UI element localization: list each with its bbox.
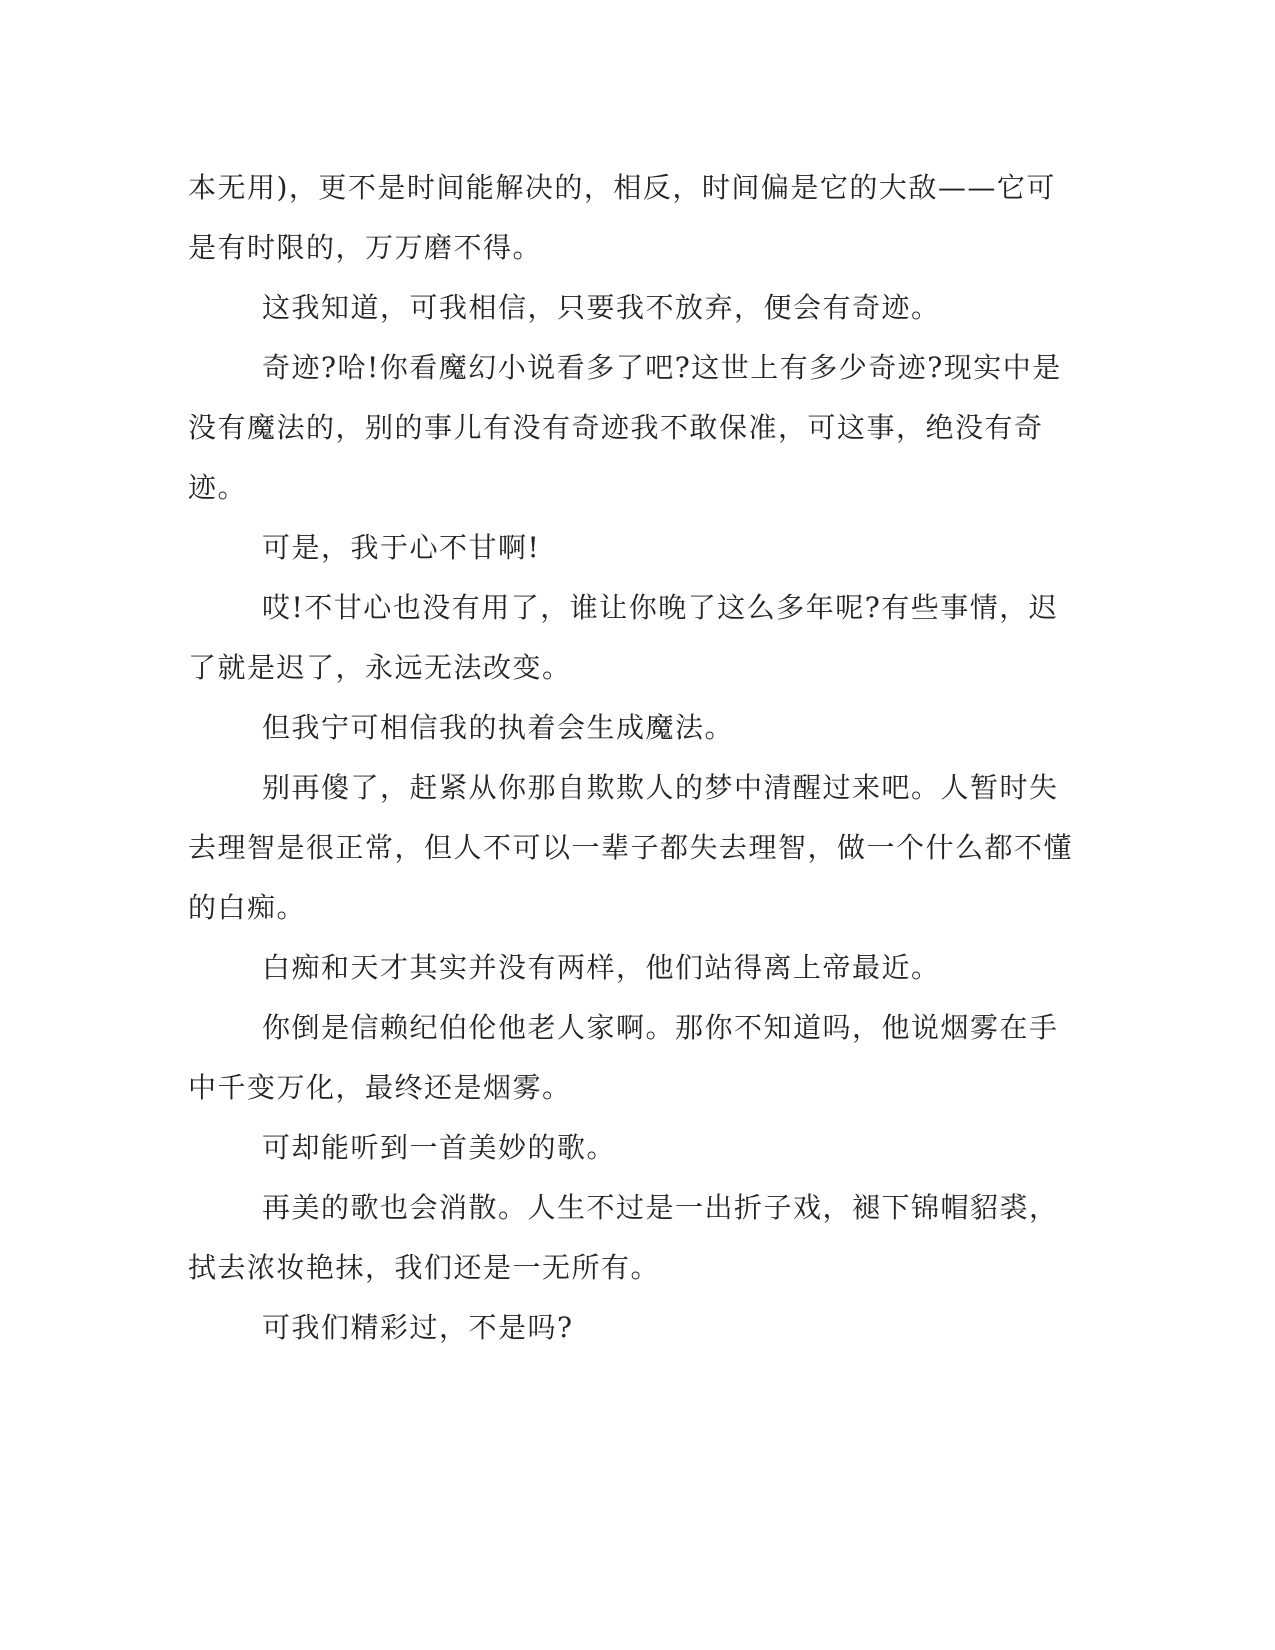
paragraph-12: 可我们精彩过，不是吗? — [262, 1311, 574, 1344]
paragraph-3: 奇迹?哈!你看魔幻小说看多了吧?这世上有多少奇迹?现实中是没有魔法的，别的事儿有没有奇迹我不敢保准，可这事，绝没有奇迹。 — [188, 351, 1062, 504]
paragraph-4: 可是，我于心不甘啊! — [262, 531, 541, 564]
paragraph-9: 你倒是信赖纪伯伦他老人家啊。那你不知道吗，他说烟雾在手中千变万化，最终还是烟雾。 — [188, 1011, 1059, 1104]
paragraph-7: 别再傻了，赶紧从你那自欺欺人的梦中清醒过来吧。人暂时失去理智是很正常，但人不可以一辈子都失去理智，做一个什么都不懂的白痴。 — [188, 771, 1074, 924]
paragraph-1: 本无用)，更不是时间能解决的，相反，时间偏是它的大敌——它可是有时限的，万万磨不得。 — [188, 171, 1056, 264]
paragraph-2: 这我知道，可我相信，只要我不放弃，便会有奇迹。 — [262, 291, 941, 324]
paragraph-6: 但我宁可相信我的执着会生成魔法。 — [262, 711, 735, 744]
paragraph-11: 再美的歌也会消散。人生不过是一出折子戏，褪下锦帽貂裘，拭去浓妆艳抹，我们还是一无所有。 — [188, 1191, 1059, 1284]
document-body — [188, 158, 1078, 1358]
paragraph-10: 可却能听到一首美妙的歌。 — [262, 1131, 617, 1164]
paragraph-5: 哎!不甘心也没有用了，谁让你晚了这么多年呢?有些事情，迟了就是迟了，永远无法改变。 — [188, 591, 1059, 684]
paragraph-8: 白痴和天才其实并没有两样，他们站得离上帝最近。 — [262, 951, 941, 984]
